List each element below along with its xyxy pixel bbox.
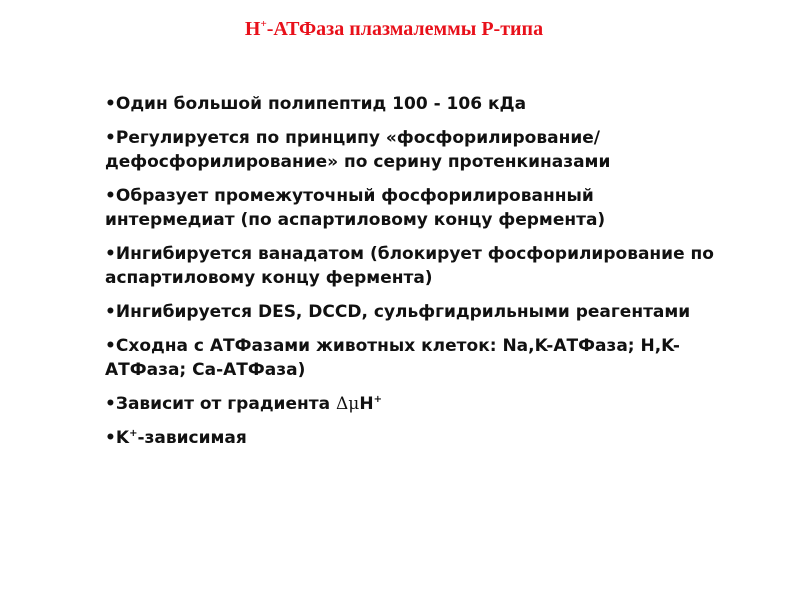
bullet-marker: • xyxy=(105,186,116,206)
bullet-text: Один большой полипептид 100 - 106 кДа xyxy=(115,94,527,114)
bullet-marker: • xyxy=(105,336,116,356)
bullet-marker: • xyxy=(105,302,116,322)
bullet-item xyxy=(105,426,725,450)
superscript-plus: + xyxy=(373,394,382,405)
title-superscript: + xyxy=(260,18,267,30)
bullet-item xyxy=(105,392,725,416)
slide-title xyxy=(0,18,788,41)
bullet-marker: • xyxy=(105,244,116,264)
bullet-text: Ингибируется ванадатом (блокирует фосфорилирование по аспартиловому концу фермента) xyxy=(105,244,714,288)
bullet-item xyxy=(105,334,725,382)
bullet-text: Сходна с АТФазами животных клеток: Na,K-АТФаза; H,K-АТФаза; Ca-АТФаза) xyxy=(105,336,680,380)
superscript-plus: + xyxy=(129,428,138,439)
bullet-item xyxy=(105,300,725,324)
title-part1: H xyxy=(244,18,261,40)
bullet-item xyxy=(105,92,725,116)
bullet-text: Регулируется по принципу «фосфорилирование/дефосфорилирование» по серину протенкиназами xyxy=(105,128,611,172)
bullet-list xyxy=(105,92,725,460)
bullet-marker: • xyxy=(105,394,116,414)
bullet-marker: • xyxy=(105,94,116,114)
bullet-item xyxy=(105,184,725,232)
bullet-text-after: -зависимая xyxy=(137,428,247,448)
bullet-text-after: H xyxy=(359,394,374,414)
delta-mu-symbol: Δμ xyxy=(336,394,360,414)
bullet-text: Ингибируется DES, DCCD, сульфгидрильными реагентами xyxy=(115,302,691,322)
bullet-text: Образует промежуточный фосфорилированный интермедиат (по аспартиловому концу фермента) xyxy=(105,186,606,230)
bullet-item xyxy=(105,242,725,290)
bullet-text: K xyxy=(115,428,130,448)
bullet-item xyxy=(105,126,725,174)
title-part2: -АТФаза плазмалеммы Р-типа xyxy=(266,18,544,40)
bullet-marker: • xyxy=(105,428,116,448)
bullet-marker: • xyxy=(105,128,116,148)
bullet-text: Зависит от градиента xyxy=(115,394,336,414)
